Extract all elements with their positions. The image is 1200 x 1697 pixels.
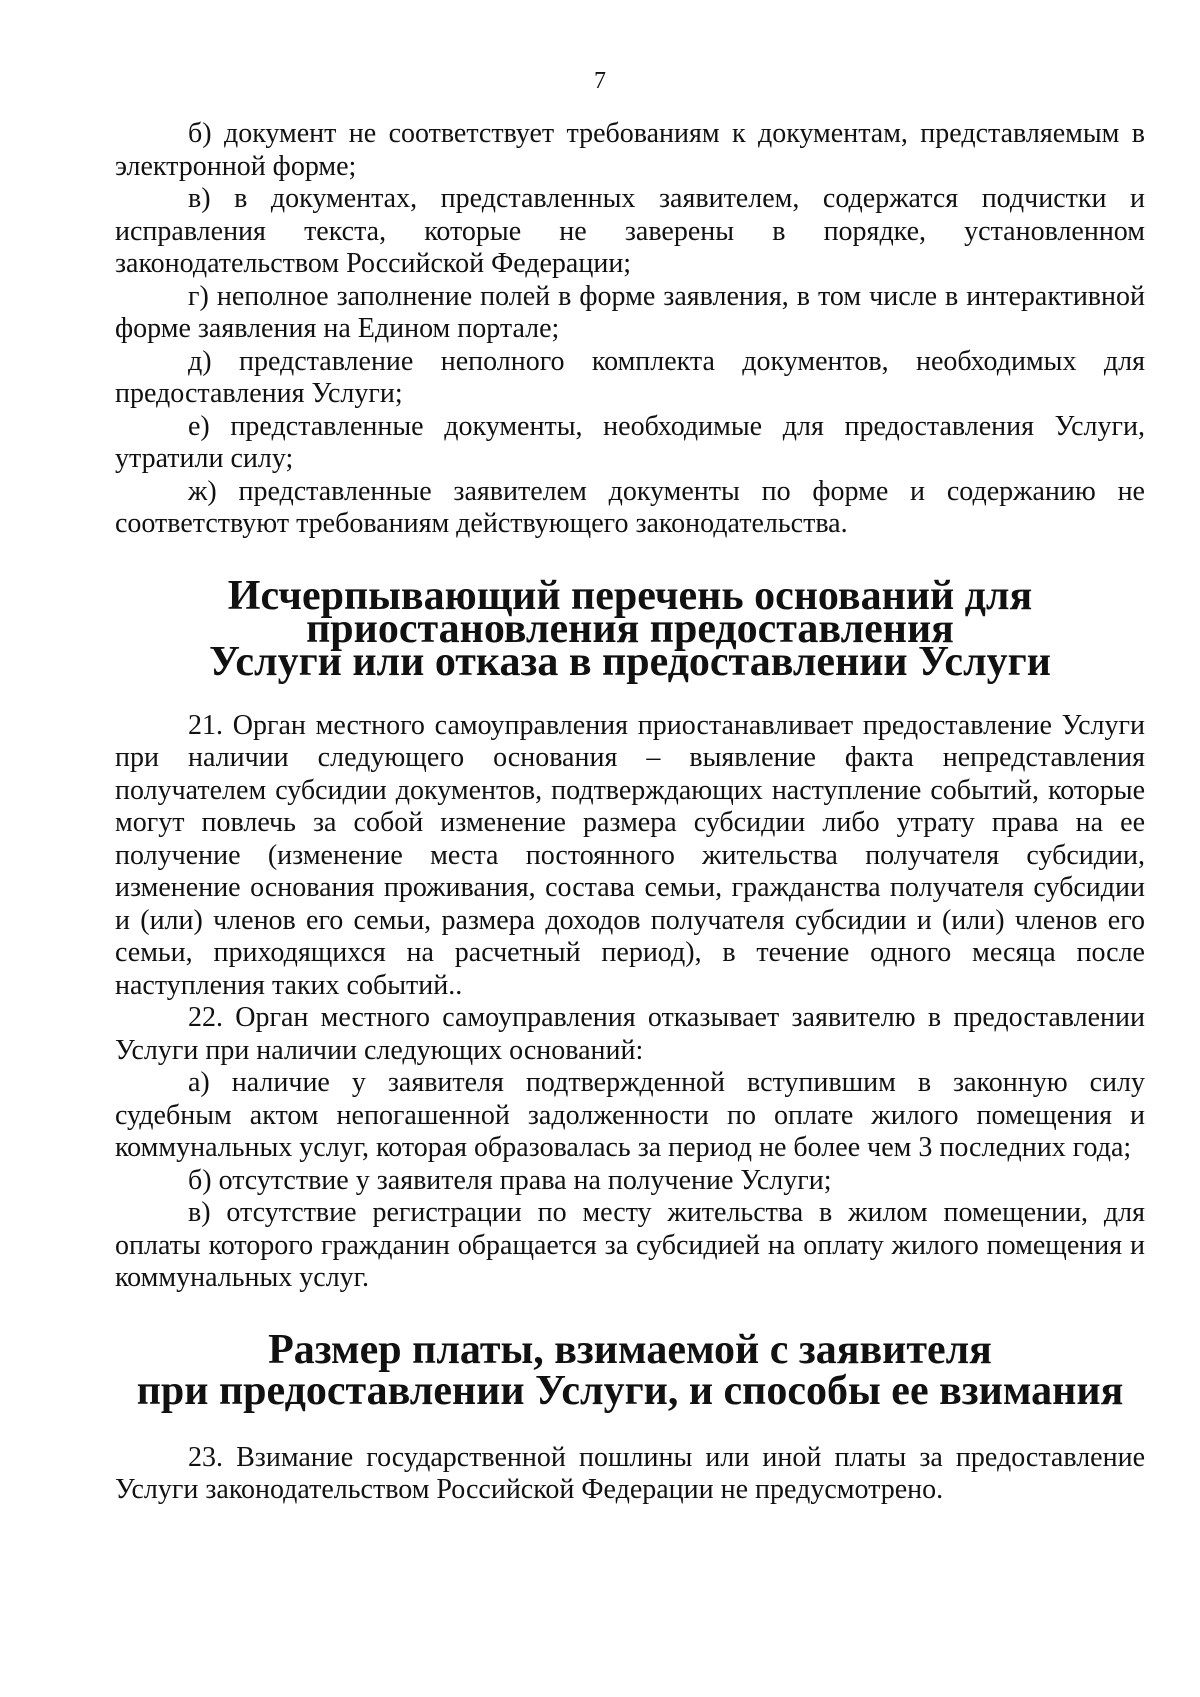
document-body	[115, 118, 1145, 1507]
clause-21: 21. Орган местного самоуправления приостанавливает предоставление Услуги при наличии следующего основания – выявление факта непредставления получателем субсидии документов, подтверждающих наступление событий, которые могут повлечь за собой изменение размера субсидии либо утрату права на ее получение (изменение места постоянного жительства получателя субсидии, изменение основания проживания, состава семьи, гражданства получателя субсидии и (или) членов его семьи, размера доходов получателя субсидии и (или) членов его семьи, приходящихся на расчетный период), в течение одного месяца после наступления таких событий..	[115, 709, 1145, 1001]
clause-23: 23. Взимание государственной пошлины или иной платы за предоставление Услуги законодательством Российской Федерации не предусмотрено.	[115, 1441, 1145, 1505]
heading-line: Размер платы, взимаемой с заявителя	[268, 1326, 992, 1373]
suspension-section	[115, 710, 1145, 1295]
list-item-b: б) отсутствие у заявителя права на получение Услуги;	[188, 1164, 832, 1196]
section-heading-fee	[115, 1326, 1145, 1414]
list-item-v: в) в документах, представленных заявителем, содержатся подчистки и исправления текста, которые не заверены в порядке, установленном законодательством Российской Федерации;	[115, 183, 1145, 279]
list-item-e: е) представленные документы, необходимые для предоставления Услуги, утратили силу;	[115, 410, 1145, 474]
list-item-zh: ж) представленные заявителем документы по форме и содержанию не соответствуют требованиям действующего законодательства.	[115, 475, 1145, 539]
list-item-v: в) отсутствие регистрации по месту жительства в жилом помещении, для оплаты которого гражданин обращается за субсидией на оплату жилого помещения и коммунальных услуг.	[115, 1197, 1145, 1293]
rejection-grounds-list	[115, 118, 1145, 541]
list-item-b: б) документ не соответствует требованиям к документам, представляемым в электронной форме;	[115, 118, 1145, 182]
fee-section	[115, 1442, 1145, 1507]
heading-line: Услуги или отказа в предоставлении Услуги	[209, 638, 1051, 685]
page-number: 7	[594, 68, 606, 94]
list-item-a: а) наличие у заявителя подтвержденной вступившим в законную силу судебным актом непогашенной задолженности по оплате жилого помещения и коммунальных услуг, которая образовалась за период не более чем 3 последних года;	[115, 1067, 1145, 1163]
list-item-g: г) неполное заполнение полей в форме заявления, в том числе в интерактивной форме заявления на Едином портале;	[115, 280, 1145, 344]
list-item-d: д) представление неполного комплекта документов, необходимых для предоставления Услуги;	[115, 345, 1145, 409]
clause-22: 22. Орган местного самоуправления отказывает заявителю в предоставлении Услуги при наличии следующих оснований:	[115, 1002, 1145, 1066]
section-heading-suspension-grounds	[115, 572, 1145, 685]
heading-line: при предоставлении Услуги, и способы ее взимания	[136, 1367, 1124, 1414]
heading-line: Исчерпывающий перечень оснований для приостановления предоставления	[227, 572, 1033, 652]
